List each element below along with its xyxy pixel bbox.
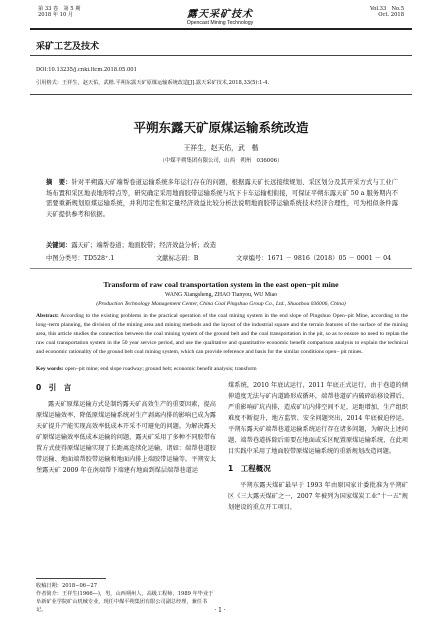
date-cn: 2018 年 10 月 [38, 12, 74, 19]
citation-rule [30, 94, 412, 95]
affiliation: （中煤平朔集团有限公司，山西 朔州 036006） [159, 158, 283, 164]
english-keywords-text: open−pit mine; end slope roadway; ground belt; economic benefit analysis; transform [64, 366, 257, 372]
article-number: 文章编号：1671 － 9816（2018）05 － 0001 － 04 [236, 255, 392, 262]
header-volume-en [330, 6, 404, 19]
section-tag: 采矿工艺及技术 [36, 41, 100, 51]
received-date: 收稿日期：2018−06−27 [36, 583, 98, 589]
english-authors: WANG Xiangsheng, ZHAO Tianyou, WU Miao [164, 292, 278, 298]
author-bio: 作者简介：王祥生(1966—)，男，山西朔州人，高级工程师，1989 年毕业于阜新矿业学院矿山机械专业，现任中煤平朔集团有限公司副总经理，兼任书记。 [36, 591, 214, 613]
body-column-right [228, 380, 408, 513]
english-keywords-label: Key words: [36, 366, 64, 372]
section-heading-overview: 1 工程概况 [228, 464, 271, 473]
journal-masthead [150, 5, 290, 26]
abstract-rule [30, 268, 412, 269]
citation: 引用格式：王祥生，赵天佑，武楷.平朔东露天矿原煤运输系统改造[J].露天采矿技术,2018,33(5):1-4. [36, 80, 270, 86]
volume-en: Vol.33 No.5 [369, 6, 404, 12]
english-title: Transform of raw coal transportation system in the east open−pit mine [103, 280, 339, 289]
english-abstract-text: According to the existing problems in the practical operation of the coal mining system in the end slope of Pingshuo Open−pit Mine, according to the long−term planning, the division of the mining area and mining methods and the layout of the industrial square and the terrain features of the surface of the mining area, this article studies the connection between the coal mining system of the ground belt and the coal transportation in the pit, so as to ensure no need to replan the raw coal transportation system in the 50 year service period, and use the qualitative and quantitative economic benefit comparison analysis to explain the technical and economic rationality of the ground belt coal mining system, which can provide reference and basis for the similar conditions open− pit mines. [36, 313, 409, 355]
page-number: · 1 · [214, 607, 226, 614]
right-paragraph-2: 平朔东露天煤矿最早于 1993 年由原国家计委批准为平朔矿区《三大露天煤矿之一，2007 年被列为国家煤炭工业"十一五"规划建设的重点开工项目， [228, 482, 408, 511]
abstract-text: 针对平朔露天矿端帮卷道运输系统多年运行存在的问题，根据露天矿长远接续规划、采区划分及其开采方式与工业广场布置和采区地表地形特点等，研究确定采用地面胶带运输系统与坑下卡车运输相衔接，可保证平朔东露天矿 50 a 服务期内不需要重新规划原煤运输系统，并利用定性和定量经济效益比较分析法说明地面胶带运输系统技术经济合理性，可为相似条件露天矿提供参考和依据。 [46, 179, 399, 218]
document-code: 文献标志码：B [156, 255, 199, 262]
abstract-cn [46, 178, 398, 220]
english-affiliation: (Production Technology Management Center, China Coal Pingshuo Group Co., Ltd., Shuozhou 036006, China) [96, 301, 346, 307]
classification [46, 254, 398, 263]
doi[interactable]: DOI:10.13235/j.cnki.ltcm.2018.05.001 [36, 67, 137, 73]
right-paragraph-1: 煤系统，2010 年底试运行，2011 年底正式运行，由于巷道的倾伸道度无法与矿内道路形成循环，端帮巷道矿内破碎站移设滞后、严重影响矿坑内排，造成矿坑内排空间不足，运距增加，生产组织难度不断提升，地方监管、安全问题突出，2014 年底被迫停运。平朔东露天矿端帮巷道运输系统运行存在诸多问题，为解决上述问题，端帮巷道拆除后需要在地面或采区配置原煤运输系统，在此项目实践中采用了地面胶带原煤运输系统的重新规划改造问题。 [228, 382, 408, 455]
journal-name-en: Opencast Mining Technology [186, 20, 254, 26]
english-keywords [36, 365, 408, 373]
intro-paragraph: 露天矿原煤运输方式是制约露天矿高效生产的重要因素，提高原煤运输效率、降低原煤运输系统对生产剥离内排的影响已成为露天矿提升产能实现高效率低成本开采不可避免的问题。为解决露天矿原煤运输效率低成本运输的问题，露天矿采用了多种不同胶带布置方式使得原煤运输实现了长距离连续化运输，诸如：端帮巷道胶带运输、地面端帮胶带运输和地面内排上端胶带运输等。平朔安太堡露天矿 2009 年在南端帮下端建有地面到煤层端帮巷道运 [36, 401, 216, 474]
keywords-cn [46, 241, 398, 250]
english-abstract [36, 312, 408, 357]
header-rule [30, 28, 412, 30]
journal-name-cn: 露天采矿技术 [187, 9, 253, 20]
clc-number: 中图分类号：TD528⁺.1 [46, 255, 115, 262]
section-rule [30, 55, 412, 56]
section-heading-intro: 0 引 言 [36, 383, 72, 392]
header-volume [38, 6, 118, 19]
keywords-label: 关键词： [46, 242, 72, 249]
english-abstract-label: Abstract: [36, 313, 59, 319]
footnote-rule [36, 578, 106, 579]
authors: 王祥生，赵天佑，武 楷 [183, 144, 259, 152]
paper-title: 平朔东露天矿原煤运输系统改造 [133, 120, 309, 135]
date-en: Oct. 2018 [378, 12, 404, 19]
keywords-text: 露天矿；端帮卷道；地面胶带；经济效益分析；改造 [71, 242, 217, 249]
abstract-label: 摘 要： [46, 179, 72, 186]
volume-cn: 第 33 卷 第 5 期 [38, 6, 81, 12]
footnote [36, 582, 216, 614]
body-column-left [36, 380, 216, 476]
